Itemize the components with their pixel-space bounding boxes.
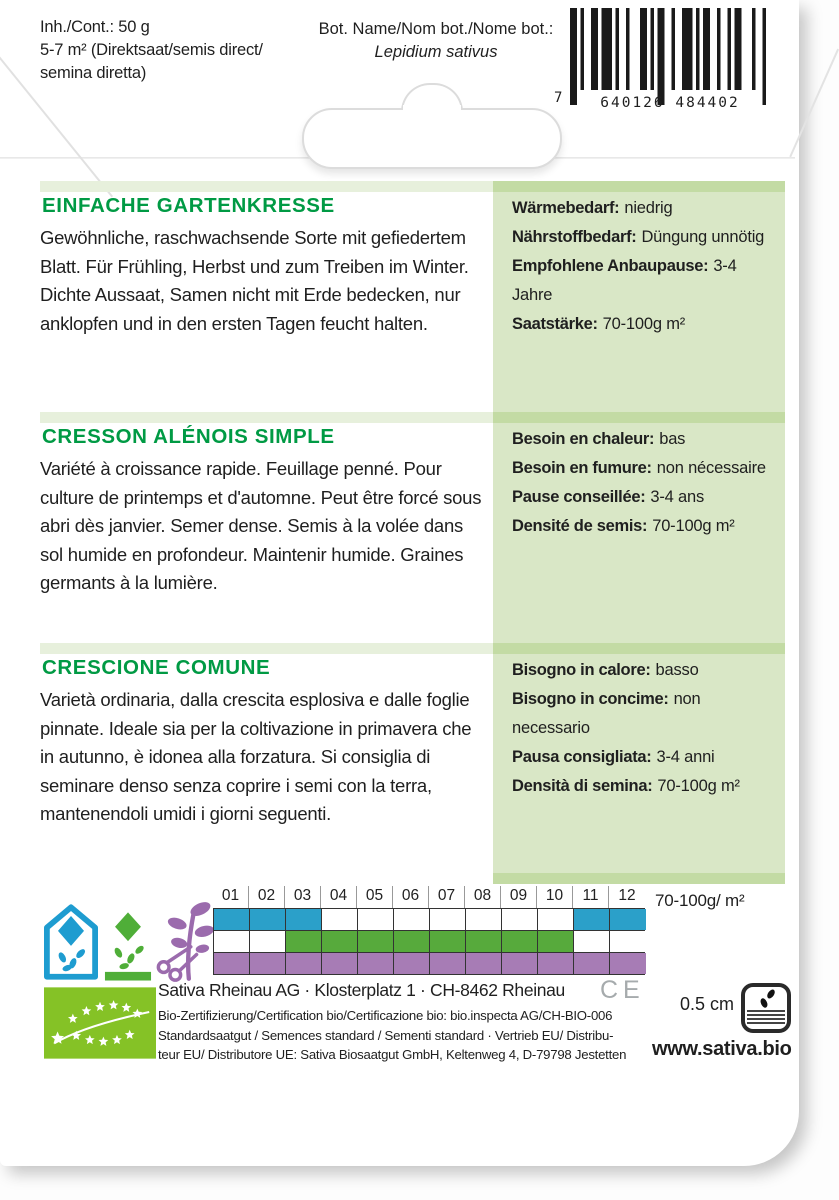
fact-value: 70-100g m²	[652, 517, 735, 535]
calendar-cell	[358, 931, 394, 952]
calendar-cell	[214, 953, 250, 974]
calendar-cell	[610, 909, 646, 930]
calendar-cell	[250, 909, 286, 930]
eu-organic-leaf-logo	[44, 984, 156, 1062]
section-description-de: Gewöhnliche, raschwachsende Sorte mit gefiedertem Blatt. Für Frühling, Herbst und zum Treiben im Winter. Dichte Aussaat, Samen nicht mit Erde bedecken, nur anklopfen und in den ersten Tagen feucht halten.	[40, 227, 469, 334]
section-strip	[40, 181, 493, 192]
calendar-month-label: 06	[393, 886, 429, 908]
calendar-month-label: 12	[618, 887, 636, 904]
section-title-it: CRESCIONE COMUNE	[42, 656, 271, 679]
botanical-name-block	[288, 18, 584, 64]
calendar-month-label: 08	[465, 886, 501, 908]
facts-de	[512, 194, 774, 339]
fact-row	[512, 656, 774, 685]
calendar-cell	[430, 953, 466, 974]
calendar-cell	[358, 909, 394, 930]
calendar-cell	[574, 931, 610, 952]
hang-tab	[302, 108, 562, 169]
certification-block	[158, 1006, 663, 1065]
fact-value: non nécessaire	[656, 459, 766, 477]
calendar-cell	[214, 931, 250, 952]
section-strip-dark	[493, 643, 785, 654]
fact-row	[512, 194, 774, 223]
seeding-rate-note: 70-100g/ m²	[655, 891, 745, 910]
direct-sowing-icon	[104, 908, 152, 982]
botanical-name-value: Lepidium sativus	[374, 43, 498, 61]
sowing-under-cover-icon	[44, 902, 98, 982]
section-strip-dark	[493, 181, 785, 192]
fact-row	[512, 512, 774, 541]
section-strip-dark	[493, 412, 785, 423]
facts-fr	[512, 425, 774, 541]
fact-label: Empfohlene Anbaupause:	[512, 257, 709, 275]
calendar-cell	[430, 931, 466, 952]
fact-row	[512, 252, 774, 310]
contents-block	[40, 16, 263, 85]
calendar-month-label: 09	[501, 886, 537, 908]
section-strip	[40, 412, 493, 423]
fact-label: Densité de semis:	[512, 517, 648, 535]
section-strip	[40, 643, 493, 654]
fact-row	[512, 772, 774, 801]
calendar-cell	[574, 909, 610, 930]
barcode-lead-digit: 7	[554, 90, 563, 106]
calendar-cell	[322, 909, 358, 930]
fact-value: niedrig	[624, 199, 673, 217]
facts-panel-bottom-edge	[493, 873, 785, 884]
fact-row	[512, 310, 774, 339]
calendar-cell	[538, 931, 574, 952]
calendar-cell	[394, 953, 430, 974]
calendar-cell	[502, 953, 538, 974]
fact-row	[512, 483, 774, 512]
calendar-cell	[538, 909, 574, 930]
certification-line: Bio-Zertifizierung/Certification bio/Certificazione bio: bio.inspecta AG/CH-BIO-006	[158, 1008, 613, 1023]
ce-mark: CE	[600, 976, 645, 1004]
fact-label: Wärmebedarf:	[512, 199, 620, 217]
botanical-name-label: Bot. Name/Nom bot./Nome bot.:	[318, 20, 554, 38]
company-address-line: Sativa Rheinau AG · Klosterplatz 1 · CH-8462 Rheinau	[158, 980, 565, 1000]
calendar-cell	[610, 953, 646, 974]
fact-value: 3-4 Jahre	[512, 257, 737, 304]
calendar-month-label: 10	[537, 886, 573, 908]
facts-it	[512, 656, 774, 801]
calendar-month-label: 11	[573, 886, 609, 908]
calendar-cell	[466, 909, 502, 930]
fact-value: 70-100g m²	[602, 315, 686, 333]
calendar-month-label: 02	[249, 886, 285, 908]
contents-line: Inh./Cont.: 50 g	[40, 18, 150, 36]
calendar-month-label: 07	[429, 886, 465, 908]
calendar-cell	[610, 931, 646, 952]
section-title-de: EINFACHE GARTENKRESSE	[42, 194, 335, 217]
calendar-cell	[430, 909, 466, 930]
calendar-cell	[394, 931, 430, 952]
fact-label: Saatstärke:	[512, 315, 598, 333]
section-description-it: Varietà ordinaria, dalla crescita esplosiva e dalle foglie pinnate. Ideale sia per la coltivazione in primavera che in autunno, è idonea alla forzatura. Si consiglia di seminare denso senza coprire i semi con la terra, mantenendoli umidi i giorni seguenti.	[40, 689, 472, 824]
fact-value: 3-4 ans	[650, 488, 705, 506]
calendar-cell	[502, 931, 538, 952]
calendar-cell	[358, 953, 394, 974]
website-url: www.sativa.bio	[652, 1038, 792, 1060]
fact-label: Pause conseillée:	[512, 488, 646, 506]
calendar-cell	[322, 931, 358, 952]
contents-line: semina diretta)	[40, 64, 147, 82]
contents-line: 5-7 m² (Direktsaat/semis direct/	[40, 41, 263, 59]
calendar-month-label: 04	[321, 886, 357, 908]
calendar-cell	[466, 931, 502, 952]
fact-label: Besoin en fumure:	[512, 459, 652, 477]
calendar-cell	[322, 953, 358, 974]
barcode-bars	[556, 8, 784, 108]
fact-value: Düngung unnötig	[641, 228, 765, 246]
calendar-cell	[394, 909, 430, 930]
fact-label: Densità di semina:	[512, 777, 653, 795]
fact-row	[512, 425, 774, 454]
fact-label: Bisogno in calore:	[512, 661, 651, 679]
barcode-number: 640126 484402	[600, 95, 740, 111]
fact-value: bas	[659, 430, 686, 448]
fact-row	[512, 223, 774, 252]
calendar-cell	[250, 931, 286, 952]
calendar-cell	[574, 953, 610, 974]
fact-label: Nährstoffbedarf:	[512, 228, 637, 246]
harvest-scissors-icon	[154, 898, 214, 982]
fact-label: Bisogno in concime:	[512, 690, 669, 708]
fact-label: Pausa consigliata:	[512, 748, 652, 766]
calendar-month-label: 05	[357, 886, 393, 908]
calendar-cell	[286, 909, 322, 930]
section-title-fr: CRESSON ALÉNOIS SIMPLE	[42, 425, 335, 448]
sowing-depth-label: 0.5 cm	[680, 994, 735, 1014]
sowing-depth-icon	[740, 982, 792, 1034]
fact-label: Besoin en chaleur:	[512, 430, 655, 448]
calendar-cell	[286, 931, 322, 952]
calendar-cell	[502, 909, 538, 930]
calendar-cell	[538, 953, 574, 974]
fact-value: basso	[655, 661, 699, 679]
calendar-month-label: 01	[213, 886, 249, 908]
fact-row	[512, 743, 774, 772]
barcode	[556, 8, 776, 120]
calendar-cell	[250, 953, 286, 974]
calendar-month-header	[213, 886, 645, 908]
section-description-fr: Variété à croissance rapide. Feuillage penné. Pour culture de printemps et d'automne. Peut être forcé sous abri dès janvier. Semer dense. Semis à la volée dans sol humide en profondeur. Maintenir humide. Graines germants à la lumière.	[40, 458, 482, 593]
calendar-row-harvest	[214, 953, 644, 974]
calendar-cell	[286, 953, 322, 974]
hang-tab-mask	[403, 105, 461, 115]
calendar-cell	[214, 909, 250, 930]
fact-row	[512, 454, 774, 483]
calendar-month-label: 03	[285, 886, 321, 908]
top-right-fold-crease	[789, 49, 838, 157]
fact-value: non necessario	[512, 690, 701, 737]
fact-row	[512, 685, 774, 743]
standard-seed-line: Standardsaatgut / Semences standard / Sementi standard · Vertrieb EU/ Distribu-	[158, 1027, 614, 1043]
calendar-cell	[466, 953, 502, 974]
fact-value: 70-100g m²	[657, 777, 740, 795]
calendar-row-sowing-under-cover	[214, 909, 644, 931]
fact-value: 3-4 anni	[656, 748, 715, 766]
sowing-calendar	[213, 908, 645, 975]
standard-seed-line: teur EU/ Distributore UE: Sativa Biosaatgut GmbH, Keltenweg 4, D-79798 Jestetten	[158, 1047, 627, 1062]
legend-icons	[42, 896, 202, 980]
calendar-row-direct-sowing	[214, 931, 644, 953]
